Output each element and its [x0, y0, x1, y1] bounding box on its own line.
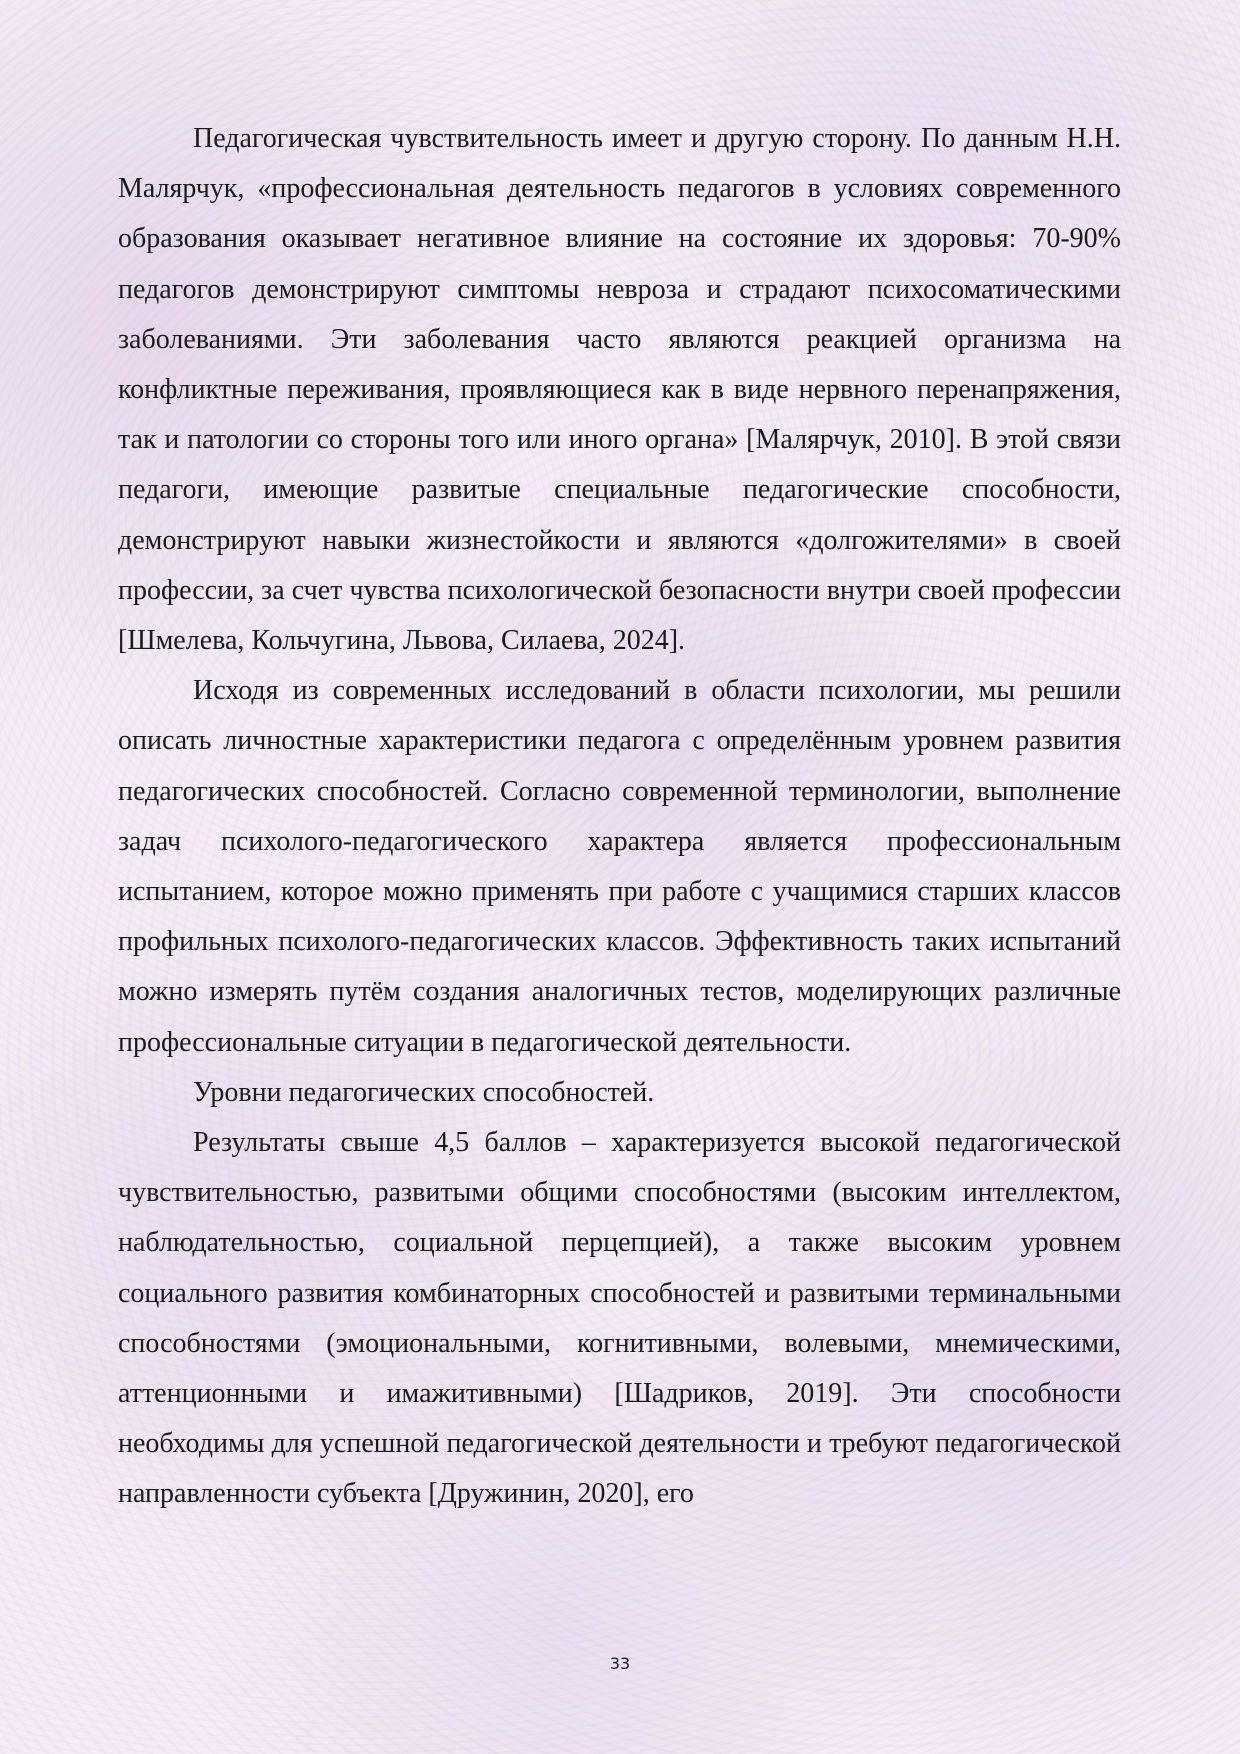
paragraph-high-results: Результаты свыше 4,5 баллов – характеризуется высокой педагогической чувствительностью, развитыми общими способностями (высоким интеллектом, наблюдательностью, социальной перцепцией), а также высоким уровнем социального развития комбинаторных способностей и развитыми терминальными способностями (эмоциональными, когнитивными, волевыми, мнемическими, аттенционными и имажитивными) [Шадриков, 2019]. Эти способности необходимы для успешной педагогической деятельности и требуют педагогической направленности субъекта [Дружинин, 2020], его: [118, 1127, 1121, 1510]
page-number: 33: [609, 1654, 631, 1673]
paragraph-personal-characteristics: Исходя из современных исследований в области психологии, мы решили описать личностные характеристики педагога с определённым уровнем развития педагогических способностей. Согласно современной терминологии, выполнение задач психолого-педагогического характера является профессиональным испытанием, которое можно применять при работе с учащимися старших классов профильных психолого-педагогических классов. Эффективность таких испытаний можно измерять путём создания аналогичных тестов, моделирующих различные профессиональные ситуации в педагогической деятельности.: [118, 675, 1121, 1058]
paragraph-ability-levels-heading: Уровни педагогических способностей.: [193, 1076, 655, 1108]
body-text: [118, 114, 1121, 1520]
paragraph-pedagogical-sensitivity: Педагогическая чувствительность имеет и другую сторону. По данным Н.Н. Малярчук, «профессиональная деятельность педагогов в условиях современного образования оказывает негативное влияние на состояние их здоровья: 70-90% педагогов демонстрируют симптомы невроза и страдают психосоматическими заболеваниями. Эти заболевания часто являются реакцией организма на конфликтные переживания, проявляющиеся как в виде нервного перенапряжения, так и патологии со стороны того или иного органа» [Малярчук, 2010]. В этой связи педагоги, имеющие развитые специальные педагогические способности, демонстрируют навыки жизнестойкости и являются «долгожителями» в своей профессии, за счет чувства психологической безопасности внутри своей профессии [Шмелева, Кольчугина, Львова, Силаева, 2024].: [118, 123, 1121, 657]
